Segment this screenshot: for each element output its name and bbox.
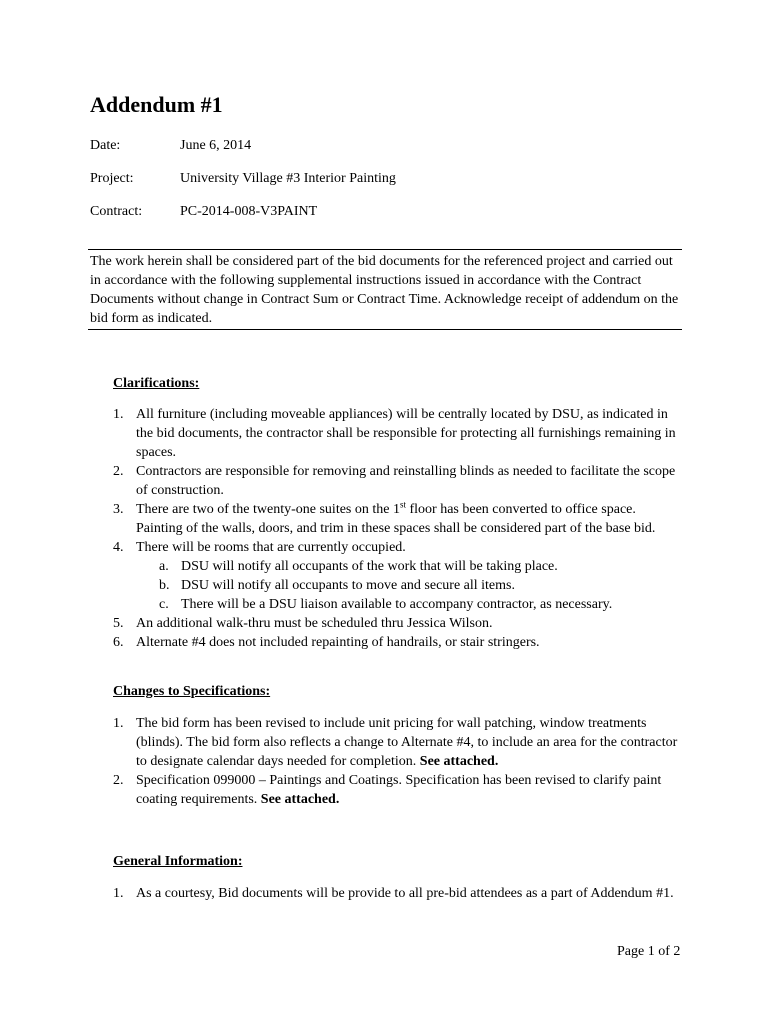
sub-item-letter: b. xyxy=(159,578,170,593)
contract-value: PC-2014-008-V3PAINT xyxy=(180,204,318,219)
sub-item-text: There will be a DSU liaison available to accompany contractor, as necessary. xyxy=(181,597,613,612)
sub-list-item xyxy=(136,595,678,614)
item-number: 5. xyxy=(113,616,124,631)
item-text: Alternate #4 does not included repainting of handrails, or stair stringers. xyxy=(136,635,540,650)
sub-item-text: DSU will notify all occupants of the work that will be taking place. xyxy=(181,559,558,574)
intro-paragraph: The work herein shall be considered part of the bid documents for the referenced project and carried out in accordance with the following supplemental instructions issued in accordance with the Contract Documents without change in Contract Sum or Contract Time. Acknowledge receipt of addendum on the bid form as indicated. xyxy=(90,254,679,326)
item-text: An additional walk-thru must be scheduled thru Jessica Wilson. xyxy=(136,616,493,631)
item-text: The bid form has been revised to include unit pricing for wall patching, window treatments (blinds). The bid form also reflects a change to Alternate #4, to include an area for the contractor to designate calendar days needed for completion. xyxy=(136,716,678,769)
changes-list xyxy=(113,714,678,809)
item-text: There are two of the twenty-one suites on the 1 xyxy=(136,502,400,517)
sub-item-letter: c. xyxy=(159,597,169,612)
page-number: Page 1 of 2 xyxy=(617,944,681,959)
top-divider xyxy=(88,249,682,250)
see-attached-note: See attached. xyxy=(419,754,499,769)
list-item xyxy=(113,771,678,809)
item-text: Specification 099000 – Paintings and Coatings. Specification has been revised to clarify paint coating requirements. xyxy=(136,773,662,807)
project-value: University Village #3 Interior Painting xyxy=(180,171,396,186)
ordinal-suffix: st xyxy=(399,499,406,510)
list-item xyxy=(113,462,678,500)
item-number: 1. xyxy=(113,716,124,731)
item-number: 2. xyxy=(113,464,124,479)
item-text-continued: floor has been converted to office space. Painting of the walls, doors, and trim in these spaces shall be considered part of the base bid. xyxy=(136,502,656,536)
occupied-rooms-sublist xyxy=(136,557,678,614)
contract-label: Contract: xyxy=(90,204,143,219)
item-number: 1. xyxy=(113,407,124,422)
item-number: 6. xyxy=(113,635,124,650)
list-item xyxy=(113,500,678,538)
list-item xyxy=(113,614,678,633)
date-label: Date: xyxy=(90,138,121,153)
sub-list-item xyxy=(136,576,678,595)
list-item xyxy=(113,714,678,771)
general-list xyxy=(113,884,678,903)
document-title: Addendum #1 xyxy=(90,92,223,117)
changes-heading: Changes to Specifications: xyxy=(113,684,271,699)
project-label: Project: xyxy=(90,171,134,186)
list-item xyxy=(113,538,678,614)
item-text: As a courtesy, Bid documents will be provide to all pre-bid attendees as a part of Addendum #1. xyxy=(136,886,674,901)
item-text: There will be rooms that are currently occupied. xyxy=(136,540,406,555)
bottom-divider xyxy=(88,329,682,330)
clarifications-heading: Clarifications: xyxy=(113,376,200,391)
item-number: 3. xyxy=(113,502,124,517)
list-item xyxy=(113,633,678,652)
item-number: 2. xyxy=(113,773,124,788)
list-item xyxy=(113,884,678,903)
sub-item-letter: a. xyxy=(159,559,169,574)
sub-list-item xyxy=(136,557,678,576)
general-heading: General Information: xyxy=(113,854,243,869)
list-item xyxy=(113,405,678,462)
item-text: All furniture (including moveable appliances) will be centrally located by DSU, as indicated in the bid documents, the contractor shall be responsible for protecting all furnishings remaining in spaces. xyxy=(136,407,676,460)
item-number: 1. xyxy=(113,886,124,901)
item-text: Contractors are responsible for removing and reinstalling blinds as needed to facilitate the scope of construction. xyxy=(136,464,676,498)
sub-item-text: DSU will notify all occupants to move and secure all items. xyxy=(181,578,515,593)
clarifications-list xyxy=(113,405,678,652)
see-attached-note: See attached. xyxy=(260,792,340,807)
date-value: June 6, 2014 xyxy=(180,138,252,153)
item-number: 4. xyxy=(113,540,124,555)
